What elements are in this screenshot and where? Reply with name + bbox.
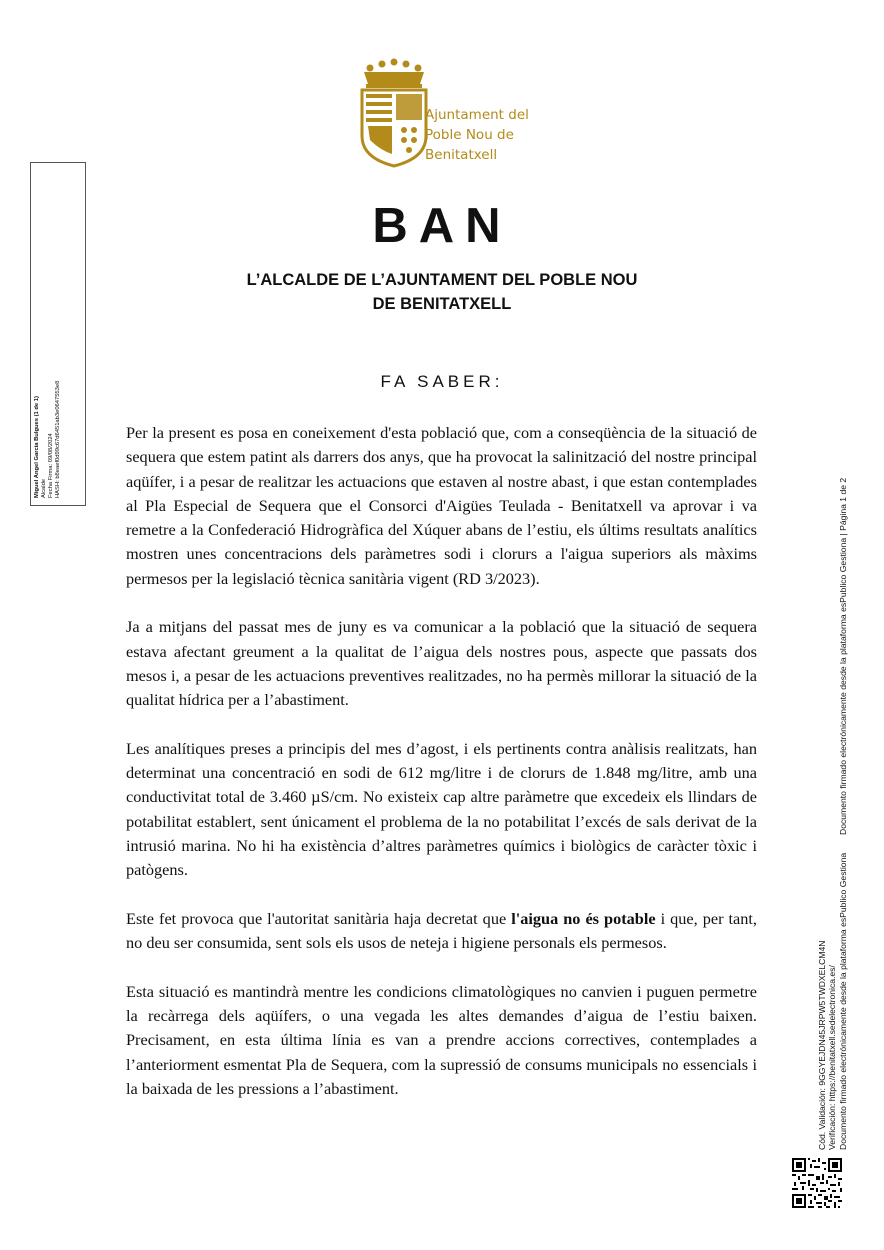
signer-role: Alcalde <box>41 478 47 498</box>
paragraph-3: Les analítiques preses a principis del mes d’agost, i els pertinents contra anàlisis realitzats, han determinat una concentració en sodi de 612 mg/litre i de clorurs de 1.848 mg/litre, amb una conductivitat total de 3.460 µS/cm. No existeix cap altre paràmetre que excedeix els llindars de potabilitat establert, sent únicament el problema de la no potabilitat l’excés de sals derivat de la intrusió marina. No hi ha existència d’altres paràmetres químics i biològics de caràcter tòxic i patògens. <box>126 738 757 880</box>
subtitle-line-1: L’ALCALDE DE L’AJUNTAMENT DEL POBLE NOU <box>246 271 638 289</box>
paragraph-1: Per la present es posa en coneixement d'esta població que, com a conseqüència de la situació de sequera que estem patint als darrers dos anys, que ha provocat la salinització del nostre principal aqüífer, i a pesar de realitzar les actuacions que estaven al nostre abast, i que estan contemplades al Pla Especial de Sequera que el Consorci d'Aigües Teulada - Benitatxell va aprovar i va remetre a la Confederació Hidrogràfica del Xúquer abans de l’estiu, els últims resultats analítics mostren unes concentracions dels paràmetres sodi i clorurs a l'aigua superiors als màxims permesos per la legislació tècnica sanitària vigent (RD 3/2023). <box>126 423 757 588</box>
validation-qr-code <box>792 1158 842 1208</box>
announcement-heading: FA SABER: <box>380 372 504 391</box>
paragraph-2: Ja a mitjans del passat mes de juny es va comunicar a la població que la situació de sequera estava afectant greument a la qualitat de l’aigua dels nostres pous, aspecte que passats dos mesos i, a pesar de les actuacions preventives realitzades, no ha permès millorar la situació de la qualitat hídrica per a l’abastiment. <box>126 617 757 710</box>
logo-text <box>425 105 529 165</box>
signature-hash: HASH: b8eaef0d99c67d6451ab3e0647553e8 <box>55 380 61 498</box>
signer-name: Miguel Angel García Bulgues (1 de 1) <box>34 396 40 498</box>
paragraph-5: Esta situació es mantindrà mentre les condicions climatològiques no canvien i puguen permetre la recàrrega dels aqüífers, o una vegada les altes demandes d’aigua de l’estiu baixen. Precisament, en esta última línia es van a prendre accions correctives, contemplades a l’anteriorment esmentat Pla de Sequera, com la supressió de consums municipals no essencials i la baixada de les pressions a l’abastiment. <box>126 981 757 1099</box>
paragraph-4-start: Este fet provoca que l'autoritat sanitària haja decretat que <box>126 908 512 928</box>
logo-line-1: Ajuntament del <box>425 107 529 123</box>
signature-date: Fecha Firma: 09/08/2024 <box>48 433 54 498</box>
paragraph-4 <box>126 907 757 956</box>
page-info: Documento firmado electrónicamente desde la plataforma esPublico Gestiona | Página 1 de 2 <box>838 477 848 835</box>
signature-stamp-text <box>34 168 62 498</box>
logo-line-2: Poble Nou de <box>425 127 514 143</box>
non-potable-water-notice: l'aigua no és potable <box>511 908 656 928</box>
validation-note: Documento firmado electrónicamente desde la plataforma esPublico Gestiona <box>837 852 848 1150</box>
document-subtitle <box>0 268 884 316</box>
paragraph-4-end: i que, per tant, no deu ser consumida, sent sols els usos de neteja i higiene personals els permesos. <box>126 908 757 953</box>
validation-block <box>817 853 848 1150</box>
validation-code: Cód. Validación: 9GGYEJDN45JRPW5TWDXELCM4N <box>817 940 827 1150</box>
subtitle-line-2: DE BENITATXELL <box>372 295 512 313</box>
validation-url[interactable]: Verificación: https://benitatxell.sedelectronica.es/ <box>827 965 838 1150</box>
logo-line-3: Benitatxell <box>425 147 498 163</box>
document-body <box>126 421 757 1126</box>
document-title: BAN <box>372 199 512 253</box>
